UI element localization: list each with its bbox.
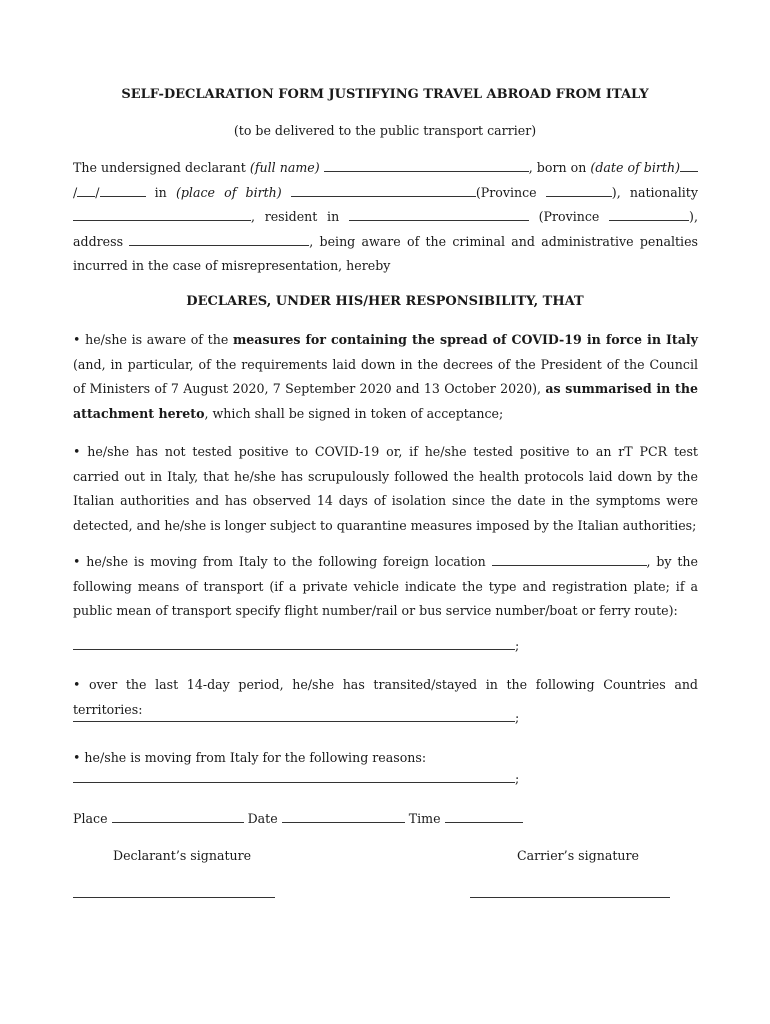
- residence-field[interactable]: [349, 219, 529, 221]
- declaration-reasons: • he/she is moving from Italy for the following reasons:: [73, 750, 427, 765]
- reasons-line: ;: [73, 771, 519, 791]
- full-name-field[interactable]: [324, 170, 529, 172]
- reasons-field[interactable]: [73, 781, 515, 783]
- time-label: Time: [408, 811, 441, 826]
- transit-countries-line: ;: [73, 710, 519, 730]
- transport-means-field[interactable]: [73, 648, 515, 650]
- birth-day-field[interactable]: [680, 170, 698, 172]
- birth-month-field[interactable]: [77, 195, 95, 197]
- carrier-signature-label: Carrier’s signature: [517, 848, 639, 863]
- place-field[interactable]: [112, 821, 244, 823]
- page-subtitle: (to be delivered to the public transport carrier): [233, 123, 537, 138]
- place-of-birth-field[interactable]: [291, 195, 476, 197]
- place-date-time-row: [73, 807, 698, 832]
- date-label: Date: [247, 811, 278, 826]
- time-field[interactable]: [445, 821, 523, 823]
- address-field[interactable]: [129, 244, 309, 246]
- declaration-transit: • over the last 14-day period, he/she has transited/stayed in the following Countries and territories:: [73, 677, 698, 717]
- birth-year-field[interactable]: [100, 195, 146, 197]
- date-field[interactable]: [282, 821, 405, 823]
- province-of-birth-field[interactable]: [546, 195, 612, 197]
- page-title: SELF-DECLARATION FORM JUSTIFYING TRAVEL ABROAD FROM ITALY: [121, 87, 649, 102]
- transit-countries-field[interactable]: [73, 720, 515, 722]
- declaration-measures: • he/she is aware of the measures for containing the spread of COVID-19 in force in Italy (and, in particular, of the requirements laid down in the decrees of the President of the Council of Ministers of 7 August 2020, 7 September 2020 and 13 October 2020), as summarised in the attachment hereto, which shall be signed in token of acceptance;: [73, 332, 699, 421]
- nationality-field[interactable]: [73, 219, 251, 221]
- declares-heading: DECLARES, UNDER HIS/HER RESPONSIBILITY, THAT: [186, 294, 584, 309]
- declarant-signature-field[interactable]: [73, 896, 275, 898]
- place-label: Place: [73, 811, 108, 826]
- residence-province-field[interactable]: [609, 219, 689, 221]
- declarant-signature-label: Declarant’s signature: [113, 848, 252, 863]
- carrier-signature-field[interactable]: [470, 896, 670, 898]
- transport-means-line: ;: [73, 638, 519, 658]
- declaration-covid-test: • he/she has not tested positive to COVID-19 or, if he/she tested positive to an rT PCR test carried out in Italy, that he/she has scrupulously followed the health protocols laid down by the Italian authorities and has observed 14 days of isolation since the date in the symptoms were detected, and he/she is longer subject to quarantine measures imposed by the Italian authorities;: [73, 444, 698, 533]
- destination-field[interactable]: [492, 564, 647, 566]
- declaration-destination: • he/she is moving from Italy to the following foreign location , by the following means of transport (if a private vehicle indicate the type and registration plate; if a public mean of transport specify flight number/rail or bus service number/boat or ferry route):: [73, 554, 698, 619]
- intro-paragraph: The undersigned declarant (full name) , born on (date of birth)/ / in (place of birth) (Province ), nationality , resident in (Province ), address , being aware of the criminal and administrative penalties incurred in the case of misrepresentation, hereby: [73, 160, 698, 274]
